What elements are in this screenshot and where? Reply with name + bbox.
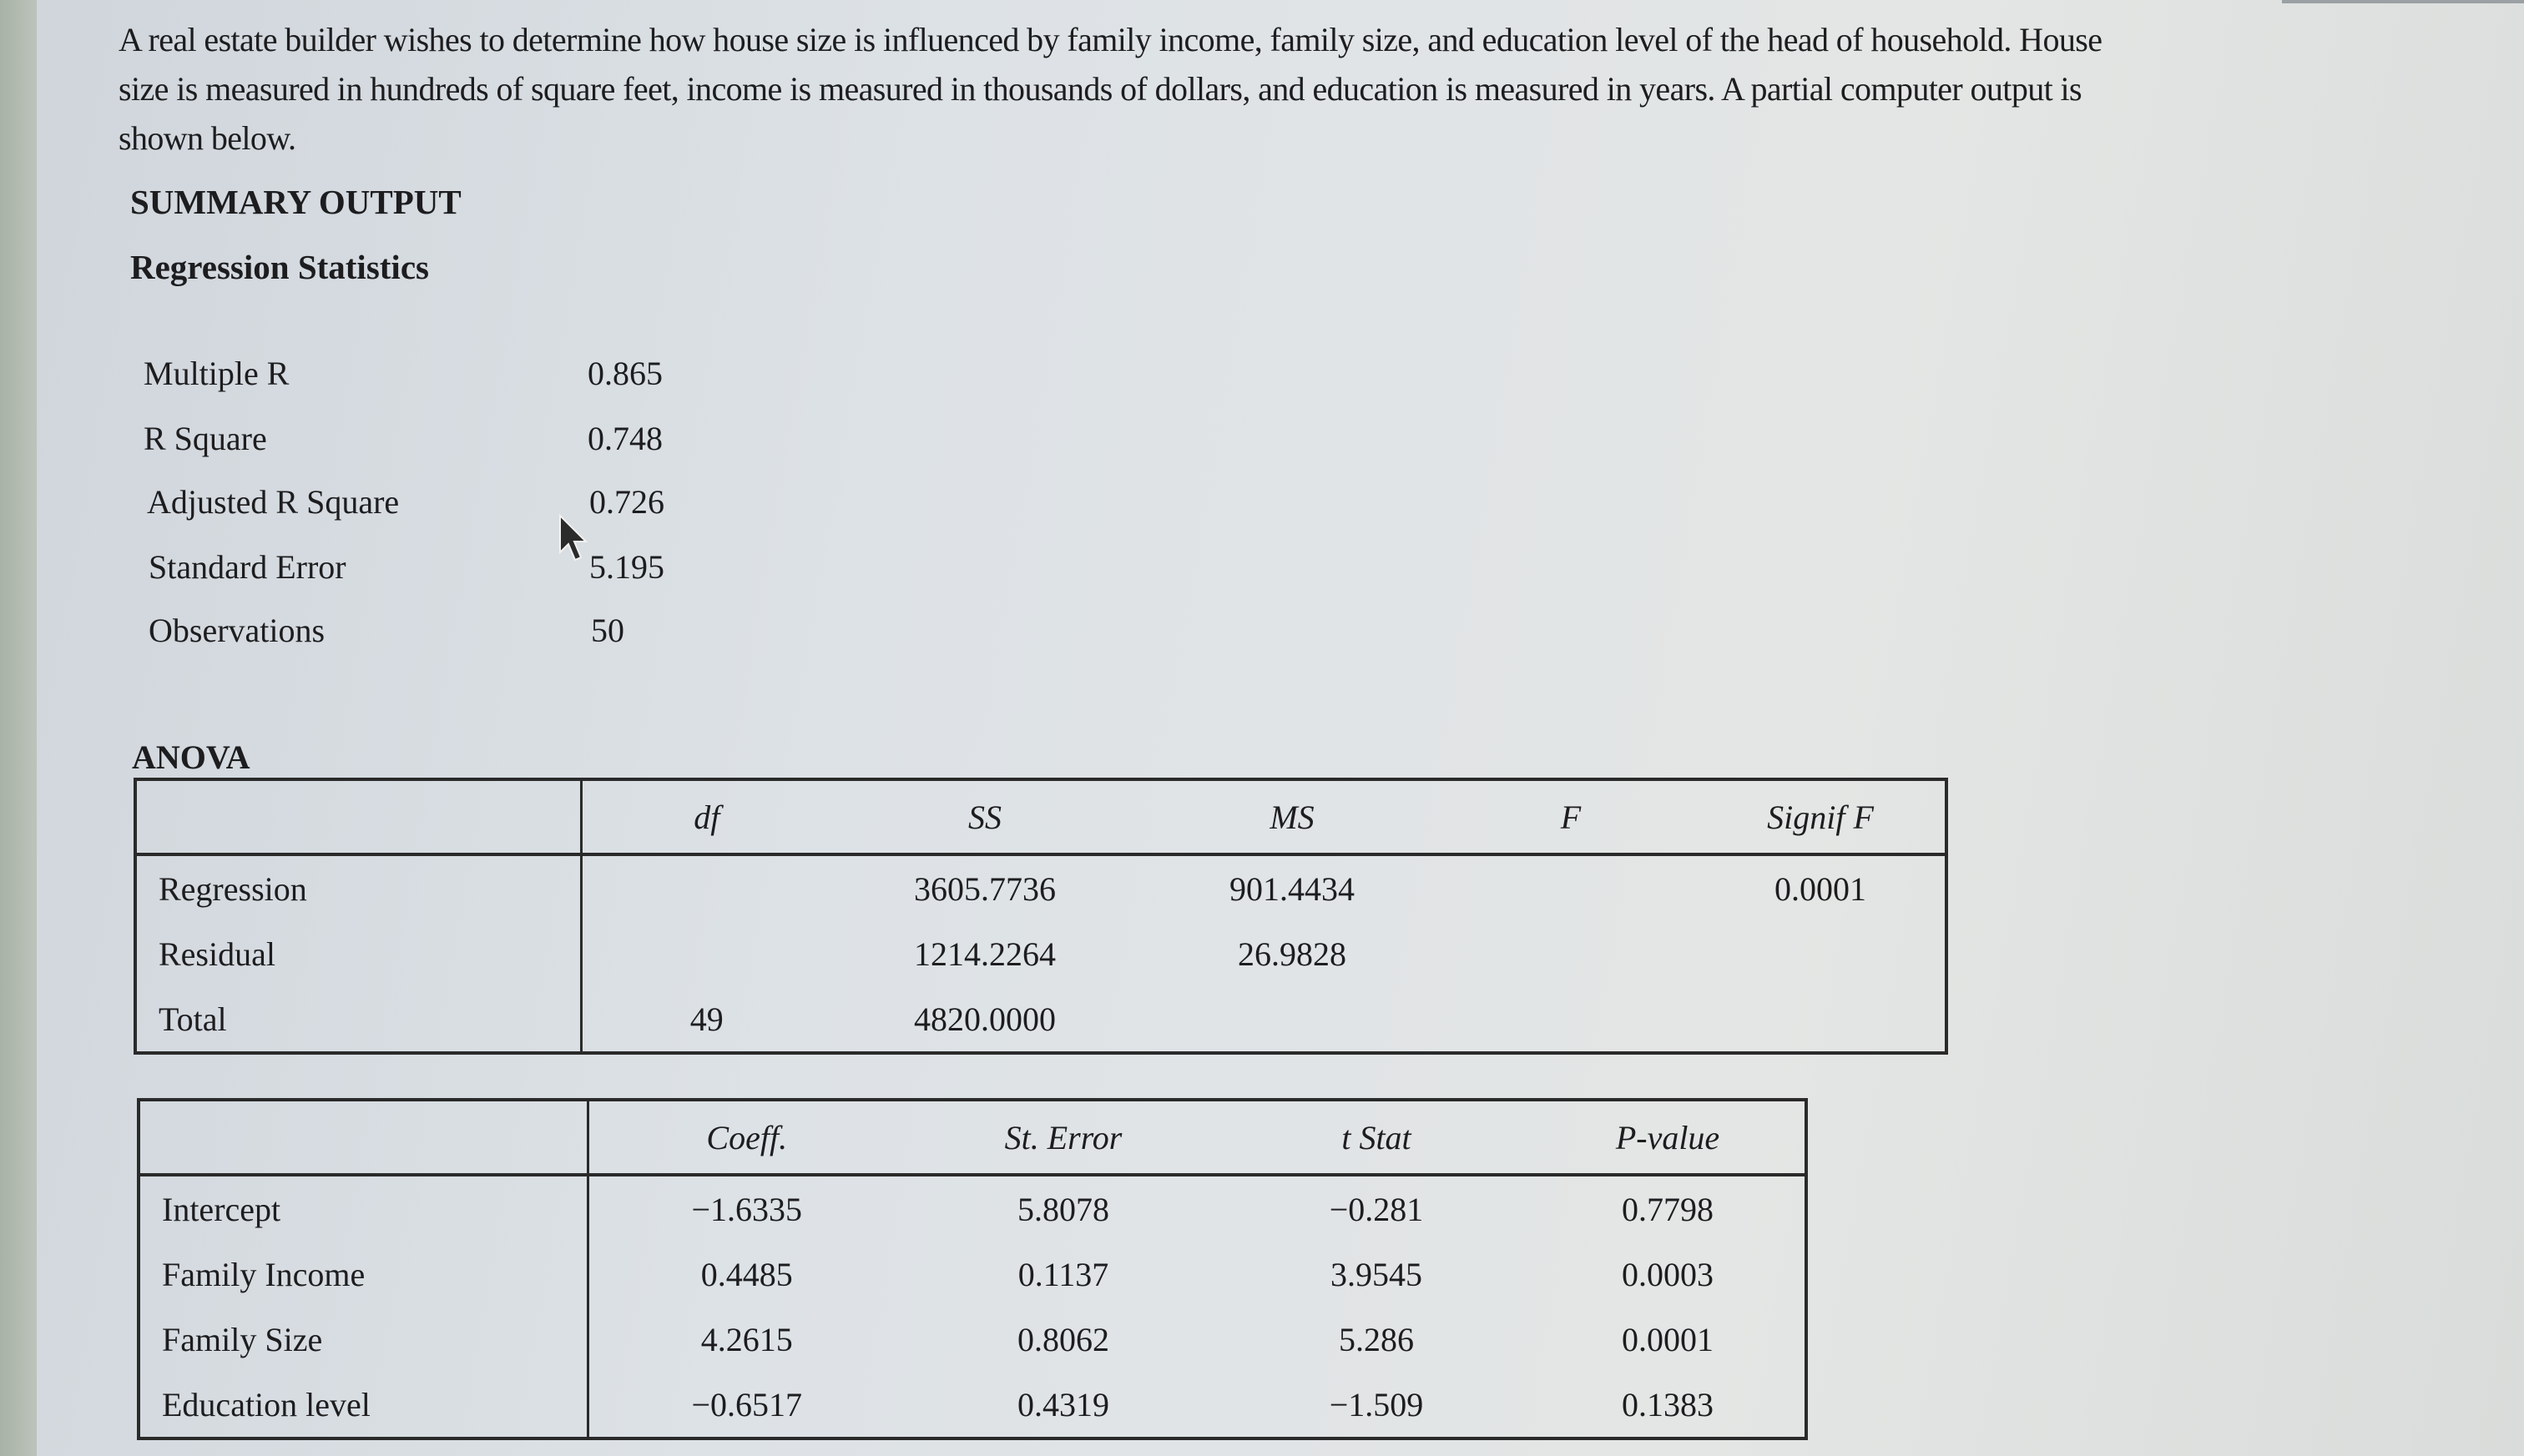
coef-p-value: 0.7798 [1622,1190,1714,1228]
coef-row-education-level [139,1372,1806,1438]
anova-header-df: df [581,779,831,854]
anova-ss: 1214.2264 [914,935,1056,973]
anova-df [581,854,831,921]
stat-label-r-square: R Square [144,420,267,457]
anova-header-row [135,779,1946,854]
regression-statistics-title: Regression Statistics [130,248,429,286]
coef-row-family-income [139,1242,1806,1307]
coef-st-error: 0.8062 [1017,1320,1109,1358]
photo-edge [0,0,37,1456]
anova-row-residual [135,921,1946,986]
coef-row-name: Education level [139,1372,588,1438]
anova-signif-f [1696,986,1946,1053]
coef-header-p-value: P-value [1531,1100,1806,1175]
anova-header-f: F [1446,779,1696,854]
coef-t-stat: 5.286 [1339,1320,1414,1358]
coef-header-coeff: Coeff. [588,1100,905,1175]
anova-row-name: Total [135,986,581,1053]
coef-st-error: 5.8078 [1017,1190,1109,1228]
anova-row-total [135,986,1946,1053]
anova-ms: 26.9828 [1238,935,1346,973]
coef-t-stat: −1.509 [1329,1385,1424,1423]
stat-value-r-square: 0.748 [588,420,663,457]
mouse-cursor-icon [558,514,591,564]
anova-title: ANOVA [132,738,250,776]
stat-label-adjusted-r-square: Adjusted R Square [147,483,400,521]
anova-ss: 4820.0000 [914,1000,1056,1038]
stat-value-adjusted-r-square: 0.726 [589,483,664,521]
coef-header-st-error: St. Error [905,1100,1222,1175]
coef-st-error: 0.4319 [1017,1385,1109,1423]
summary-output-title: SUMMARY OUTPUT [130,183,462,221]
anova-row-name: Residual [135,921,581,986]
anova-row-name: Regression [135,854,581,921]
stat-value-standard-error: 5.195 [589,548,664,586]
top-divider [2282,0,2524,3]
problem-statement: A real estate builder wishes to determine how house size is influenced by family income, family size, and education level of the head of household. House size is measured in hundreds of square feet, income is measured in thousands of dollars, and education is measured in years. A partial computer output is shown below. [119,21,2102,157]
anova-f [1446,854,1696,921]
anova-signif-f: 0.0001 [1774,869,1866,908]
anova-header-blank [135,779,581,854]
anova-ss: 3605.7736 [914,869,1056,908]
coef-coeff: −1.6335 [691,1190,803,1228]
coef-header-t-stat: t Stat [1222,1100,1531,1175]
coef-row-name: Family Size [139,1307,588,1372]
anova-df: 49 [689,1000,724,1038]
coef-t-stat: 3.9545 [1330,1255,1422,1293]
coef-t-stat: −0.281 [1329,1190,1424,1228]
coef-row-family-size [139,1307,1806,1372]
coef-coeff: −0.6517 [691,1385,803,1423]
coef-row-name: Family Income [139,1242,588,1307]
anova-f [1446,986,1696,1053]
anova-ms: 901.4434 [1229,869,1355,908]
anova-header-ms: MS [1138,779,1446,854]
anova-df [581,921,831,986]
coef-coeff: 0.4485 [700,1255,793,1293]
stat-label-standard-error: Standard Error [149,548,346,586]
stat-label-multiple-r: Multiple R [144,355,290,392]
coef-p-value: 0.0001 [1622,1320,1714,1358]
coef-row-intercept [139,1175,1806,1242]
coefficients-table [137,1098,1808,1440]
coef-st-error: 0.1137 [1017,1255,1109,1293]
coef-header-blank [139,1100,588,1175]
anova-table [134,778,1948,1055]
anova-header-ss: SS [831,779,1138,854]
coef-row-name: Intercept [139,1175,588,1242]
anova-ms [1138,986,1446,1053]
coef-p-value: 0.0003 [1622,1255,1714,1293]
stat-value-observations: 50 [591,612,624,649]
coef-coeff: 4.2615 [700,1320,793,1358]
anova-f [1446,921,1696,986]
stat-value-multiple-r: 0.865 [588,355,663,392]
anova-row-regression [135,854,1946,921]
anova-signif-f [1696,921,1946,986]
stat-label-observations: Observations [149,612,326,649]
anova-header-signif-f: Signif F [1696,779,1946,854]
coef-header-row [139,1100,1806,1175]
coef-p-value: 0.1383 [1622,1385,1714,1423]
